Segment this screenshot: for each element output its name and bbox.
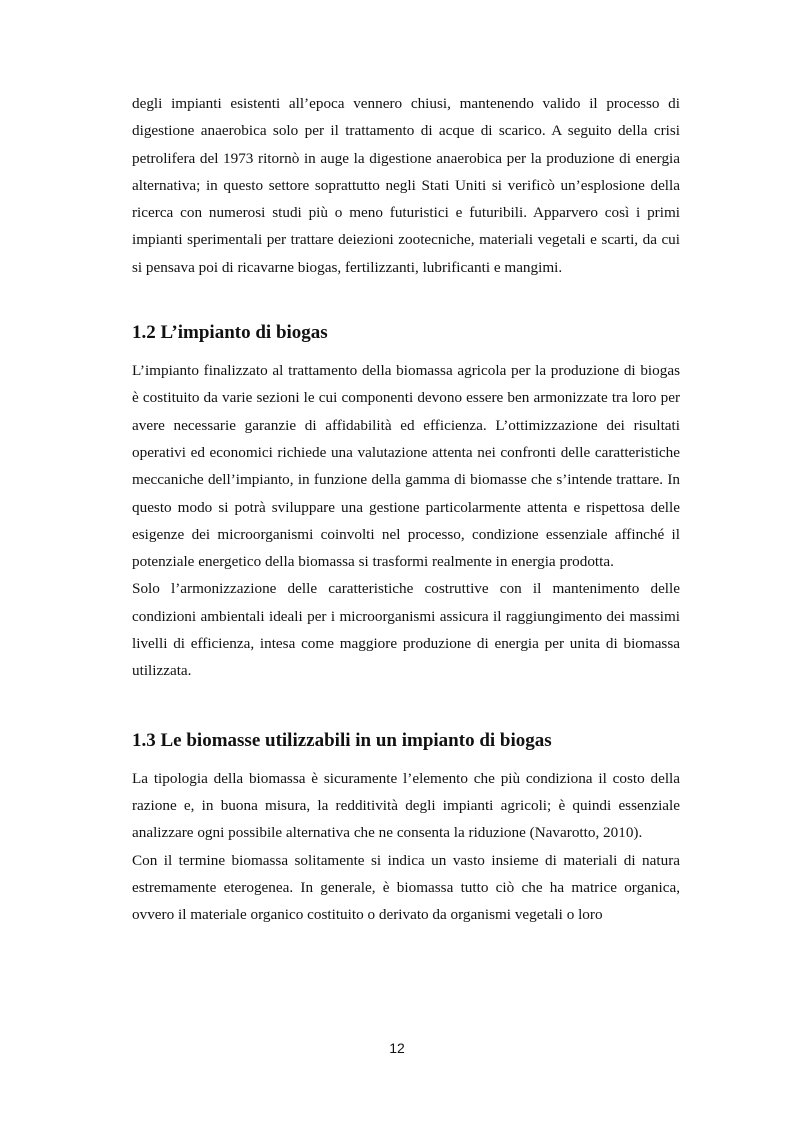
section-1-2-paragraph-1: L’impianto finalizzato al trattamento della biomassa agricola per la produzione di biogas è costituito da varie sezioni le cui componenti devono essere ben armonizzate tra loro per avere necessarie garanzie di affidabilità ed efficienza. L’ottimizzazione dei risultati operativi ed economici richiede una valutazione attenta nei confronti delle caratteristiche meccaniche dell’impianto, in funzione della gamma di biomasse che s’intende trattare. In questo modo si potrà sviluppare una gestione particolarmente attenta e rispettosa delle esigenze dei microorganismi coinvolti nel processo, condizione essenziale affinché il potenziale energetico della biomassa si trasformi realmente in energia prodotta. <box>132 362 680 571</box>
section-1-2-paragraph-2: Solo l’armonizzazione delle caratteristiche costruttive con il mantenimento delle condizioni ambientali ideali per i microorganismi assicura il raggiungimento dei massimi livelli di efficienza, intesa come maggiore produzione di energia per unita di biomassa utilizzata. <box>132 580 680 680</box>
section-heading-1-3: 1.3 Le biomasse utilizzabili in un impianto di biogas <box>132 729 552 751</box>
section-1-3-paragraph-2: Con il termine biomassa solitamente si indica un vasto insieme di materiali di natura estremamente eterogenea. In generale, è biomassa tutto ciò che ha matrice organica, ovvero il materiale organico costituito o derivato da organismi vegetali o loro <box>132 851 680 924</box>
section-1-3-paragraph-1: La tipologia della biomassa è sicuramente l’elemento che più condiziona il costo della razione e, in buona misura, la redditività degli impianti agricoli; è quindi essenziale analizzare ogni possibile alternativa che ne consenta la riduzione (Navarotto, 2010). <box>132 769 680 842</box>
page-number: 12 <box>389 1040 405 1056</box>
section-heading-1-2: 1.2 L’impianto di biogas <box>132 322 328 344</box>
document-body <box>132 90 680 928</box>
intro-paragraph: degli impianti esistenti all’epoca vennero chiusi, mantenendo valido il processo di digestione anaerobica solo per il trattamento di acque di scarico. A seguito della crisi petrolifera del 1973 ritornò in auge la digestione anaerobica per la produzione di energia alternativa; in questo settore soprattutto negli Stati Uniti si verificò un’esplosione della ricerca con numerosi studi più o meno futuristici e futuribili. Apparvero così i primi impianti sperimentali per trattare deiezioni zootecniche, materiali vegetali e scarti, da cui si pensava poi di ricavarne biogas, fertilizzanti, lubrificanti e mangimi. <box>132 95 680 276</box>
